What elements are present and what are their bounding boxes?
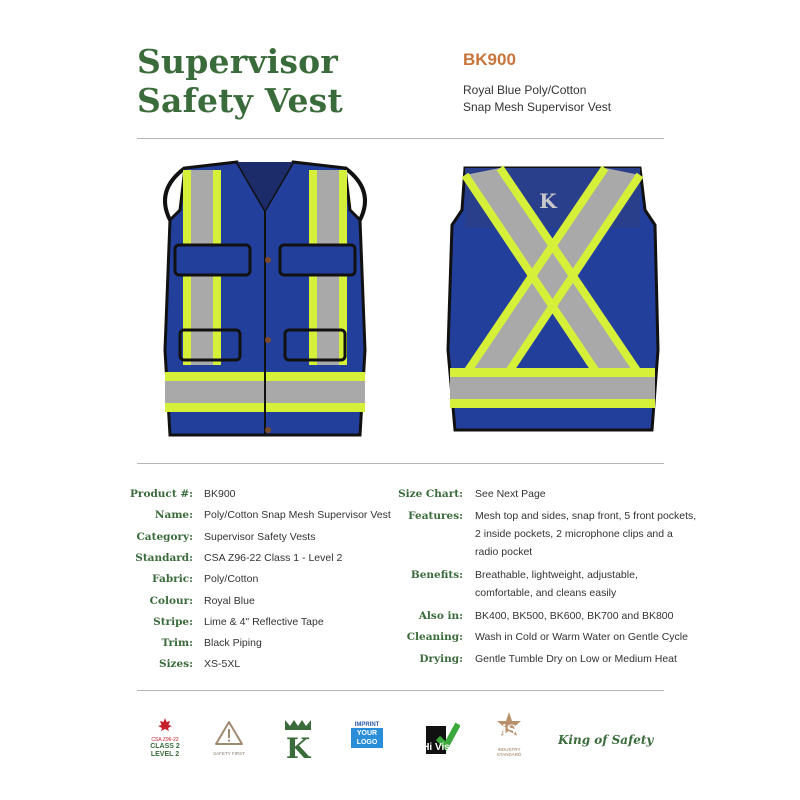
maple-leaf-icon — [157, 718, 173, 732]
csa-logo — [147, 718, 183, 759]
spec-value-line: 2 inside pockets, 2 microphone clips and a — [475, 528, 673, 540]
spec-label: Cleaning: — [406, 631, 463, 643]
hivis-label: Hi Vis — [424, 742, 450, 753]
spec-value: BK900 — [204, 488, 236, 500]
divider-middle — [137, 463, 664, 464]
industry-standard-logo — [494, 712, 524, 757]
k-crown-icon — [282, 718, 314, 760]
spec-label: Trim: — [161, 637, 193, 650]
warning-triangle-icon — [214, 720, 244, 746]
spec-label: Features: — [408, 510, 463, 522]
spec-label: Colour: — [149, 594, 193, 607]
star-badge-icon — [496, 712, 522, 742]
spec-value: Poly/Cotton — [204, 573, 259, 586]
divider-top — [137, 138, 664, 139]
spec-label: Sizes: — [158, 658, 193, 671]
spec-label: Product #: — [130, 488, 193, 500]
spec-value-line: Mesh top and sides, snap front, 5 front pockets, — [475, 510, 697, 522]
hivis-logo — [424, 720, 460, 761]
spec-value-line: comfortable, and cleans easily — [475, 587, 617, 599]
svg-text:iS: iS — [501, 723, 517, 738]
subtitle-line-1: Royal Blue Poly/Cotton — [463, 83, 587, 97]
subtitle-line-2: Snap Mesh Supervisor Vest — [463, 100, 612, 114]
vest-back-image — [440, 150, 665, 450]
svg-text:K: K — [539, 189, 557, 213]
csa-line-1: CSA Z96-22 — [151, 737, 179, 743]
spec-label: Benefits: — [410, 569, 463, 581]
spec-value: Royal Blue — [204, 594, 255, 607]
spec-value: Black Piping — [204, 637, 262, 650]
spec-label: Standard: — [135, 551, 193, 564]
spec-value-line: radio pocket — [475, 546, 533, 558]
spec-value: CSA Z96-22 Class 1 - Level 2 — [204, 551, 343, 564]
king-of-safety-logo: King of Safety — [558, 733, 654, 747]
spec-value: Supervisor Safety Vests — [204, 530, 316, 543]
csa-line-3: LEVEL 2 — [150, 751, 180, 758]
page-title — [137, 42, 343, 120]
spec-value-line: Breathable, lightweight, adjustable, — [475, 569, 638, 581]
spec-label: Fabric: — [152, 573, 193, 586]
is-line-2: STANDARD — [496, 752, 522, 757]
hivis-check-icon — [424, 720, 460, 756]
spec-value: Poly/Cotton Snap Mesh Supervisor Vest — [204, 509, 391, 522]
spec-label: Also in: — [418, 610, 463, 622]
divider-bottom — [137, 690, 664, 691]
spec-label: Stripe: — [153, 615, 193, 628]
title-line-1: Supervisor — [137, 42, 338, 81]
safety-first-label: SAFETY FIRST — [213, 751, 245, 756]
csa-line-2: CLASS 2 — [150, 743, 180, 750]
spec-value-line: BK400, BK500, BK600, BK700 and BK800 — [475, 610, 674, 622]
k-crown-logo — [282, 718, 314, 765]
is-line-1: INDUSTRY — [497, 747, 521, 752]
spec-value-line: Wash in Cold or Warm Water on Gentle Cycle — [475, 631, 688, 643]
spec-value: Lime & 4" Reflective Tape — [204, 615, 324, 628]
safety-first-logo — [210, 720, 248, 756]
spec-label: Size Chart: — [398, 488, 463, 500]
imprint-line-1: IMPRINT — [354, 722, 380, 728]
spec-label: Name: — [154, 509, 193, 522]
product-code: BK900 — [463, 50, 516, 69]
imprint-logo — [351, 722, 383, 748]
title-line-2: Safety Vest — [137, 81, 343, 120]
vest-front-image — [145, 150, 385, 450]
spec-label: Drying: — [419, 653, 463, 665]
spec-value-line: Gentle Tumble Dry on Low or Medium Heat — [475, 653, 677, 665]
imprint-line-3: LOGO — [356, 739, 378, 746]
imprint-box — [351, 728, 383, 748]
spec-value-line: See Next Page — [475, 488, 546, 500]
svg-text:K: K — [285, 732, 311, 760]
spec-label: Category: — [136, 530, 193, 543]
imprint-line-2: YOUR — [356, 730, 378, 737]
spec-value: XS-5XL — [204, 658, 241, 671]
product-subtitle — [463, 82, 611, 116]
